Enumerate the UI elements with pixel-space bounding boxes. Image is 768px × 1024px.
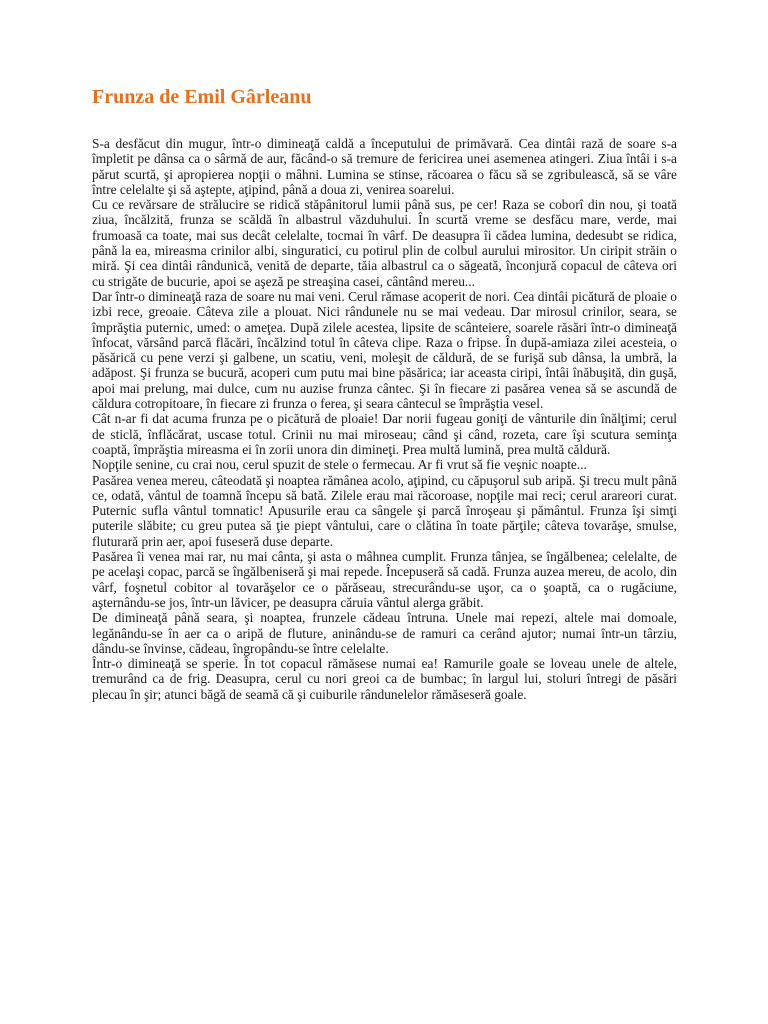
paragraph-8: De dimineaţă până seara, şi noaptea, frunzele cădeau întruna. Unele mai repezi, altele mai domoale, legănându-se în aer ca o aripă de fluture, aninându-se de ramuri ca cerând ajutor; numai într-un târziu, dându-se învinse, cădeau, îngropându-se între celelalte.: [92, 610, 677, 656]
paragraph-9: Într-o dimineaţă se sperie. În tot copacul rămăsese numai ea! Ramurile goale se loveau unele de altele, tremurând ca de frig. Deasupra, cerul cu nori greoi ca de bumbac; în largul lui, stoluri întregi de păsări plecau în şir; atunci băgă de seamă că şi cuiburile rândunelelor rămăseseră goale.: [92, 656, 677, 702]
paragraph-3: Dar într-o dimineaţă raza de soare nu mai veni. Cerul rămase acoperit de nori. Cea dintâi picătură de ploaie o izbi rece, greoaie. Câteva zile a plouat. Nici rândunele nu se mai vedeau. Dar mirosul crinilor, seara, se împrăştia puternic, umed: o ameţea. După zilele acestea, lipsite de scânteiere, soarele răsări într-o dimineaţă înfocat, vărsând parcă flăcări, încălzind totul în câteva clipe. Raza o fripse. În după-amiaza zilei acesteia, o păsărică cu pene verzi şi galbene, un scatiu, veni, moleşit de căldură, de se furişă sub dânsa, la umbră, la adăpost. Şi frunza se bucură, acoperi cum putu mai bine păsărica; iar aceasta ciripi, întâi înăbuşită, din guşă, apoi mai prelung, mai dulce, cum nu auzise frunza cântec. Şi în fiecare zi pasărea venea să se ascundă de căldura cotropitoare, în fiecare zi frunza o ferea, şi seara cântecul se împrăştia vesel.: [92, 288, 677, 412]
paragraph-7: Pasărea îi venea mai rar, nu mai cânta, şi asta o mâhnea cumplit. Frunza tânjea, se îngălbenea; celelalte, de pe acelaşi copac, parcă se îngălbeniseră şi mai repede. Începuseră să cadă. Frunza auzea mereu, de acolo, din vârf, foşnetul cobitor al tovarăşelor ce o părăseau, strecurându-se uşor, ca o şoaptă, ca o rugăciune, aşternându-se jos, într-un lăvicer, pe deasupra căruia vântul alerga grăbit.: [92, 549, 677, 610]
document-title: Frunza de Emil Gârleanu: [92, 86, 312, 108]
paragraph-6: Pasărea venea mereu, câteodată şi noaptea rămânea acolo, aţipind, cu căpuşorul sub aripă. Şi trecu mult până ce, odată, vântul de toamnă începu să bată. Zilele erau mai răcoroase, nopţile mai reci; cerul arareori curat. Puternic sufla vântul tomnatic! Apusurile erau ca sângele şi parcă înroşeau şi pământul. Frunza îşi simţi puterile slăbite; cu greu putea să ţie piept vântului, care o clătina în toate părţile; câteva tovarăşe, smulse, fluturară prin aer, apoi fuseseră duse departe.: [92, 472, 677, 549]
paragraph-2: Cu ce revărsare de strălucire se ridică stăpânitorul lumii până sus, pe cer! Raza se coborî din nou, şi toată ziua, încălzită, frunza se scăldă în albastrul văzduhului. În scurtă vreme se desfăcu mare, verde, mai frumoasă ca toate, mai sus decât celelalte, tocmai în vârf. De deasupra îi cădea lumina, dedesubt se ridica, până la ea, mireasma crinilor albi, singuratici, cu potirul plin de colbul aurului mirositor. Un ciripit străin o miră. Şi cea dintâi rândunică, venită de departe, tăia albastrul ca o săgeată, înconjură copacul de câteva ori cu strigăte de bucurie, apoi se aşeză pe streaşina casei, cântând mereu...: [92, 197, 677, 289]
document-body: [92, 136, 677, 702]
paragraph-5: Nopţile senine, cu crai nou, cerul spuzit de stele o fermecau. Ar fi vrut să fie veşnic noapte...: [92, 457, 587, 473]
paragraph-1: S-a desfăcut din mugur, într-o dimineaţă caldă a începutului de primăvară. Cea dintâi rază de soare s-a împletit pe dânsa ca o sârmă de aur, făcând-o să tremure de fericirea unei asemenea atingeri. Ziua întâi i s-a părut scurtă, şi apropierea nopţii o mâhni. Lumina se stinse, răcoarea o făcu să se zgribulească, să se vâre între celelalte şi să aştepte, aţipind, până a doua zi, venirea soarelui.: [92, 136, 677, 197]
paragraph-4: Cât n-ar fi dat acuma frunza pe o picătură de ploaie! Dar norii fugeau goniţi de vânturile din înălţimi; cerul de sticlă, înflăcărat, uscase totul. Crinii nu mai miroseau; când şi când, rozeta, care îşi scutura seminţa coaptă, împrăştia mireasma ei în zorii unora din dimineţi. Prea multă lumină, prea multă căldură.: [92, 411, 677, 457]
